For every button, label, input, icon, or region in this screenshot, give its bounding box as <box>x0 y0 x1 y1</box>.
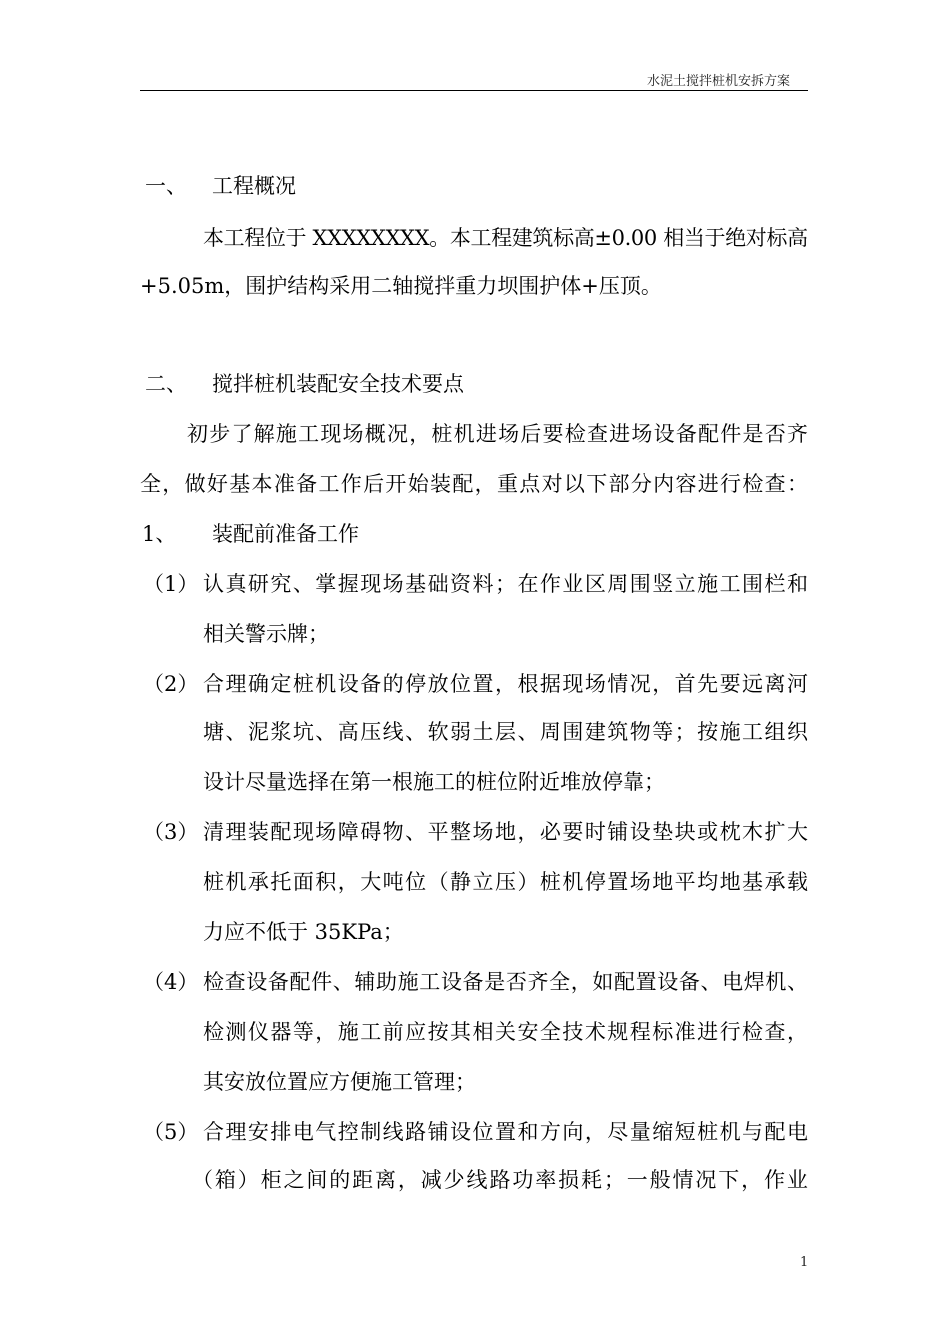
section-title: 工程概况 <box>212 174 296 198</box>
subsection-number: 1、 <box>142 522 177 546</box>
section-number: 一、 <box>145 174 187 198</box>
section-title: 搅拌桩机装配安全技术要点 <box>212 372 464 396</box>
running-header-title: 水泥土搅拌桩机安拆方案 <box>646 74 790 89</box>
list-marker: （3） <box>143 820 199 844</box>
section-number: 二、 <box>145 372 187 396</box>
list-marker: （1） <box>143 572 199 596</box>
subsection-title: 装配前准备工作 <box>212 522 359 546</box>
list-marker: （5） <box>143 1120 199 1144</box>
header-rule <box>140 90 808 91</box>
page-number: 1 <box>800 1255 809 1270</box>
list-marker: （2） <box>143 672 199 696</box>
list-marker: （4） <box>143 970 199 994</box>
